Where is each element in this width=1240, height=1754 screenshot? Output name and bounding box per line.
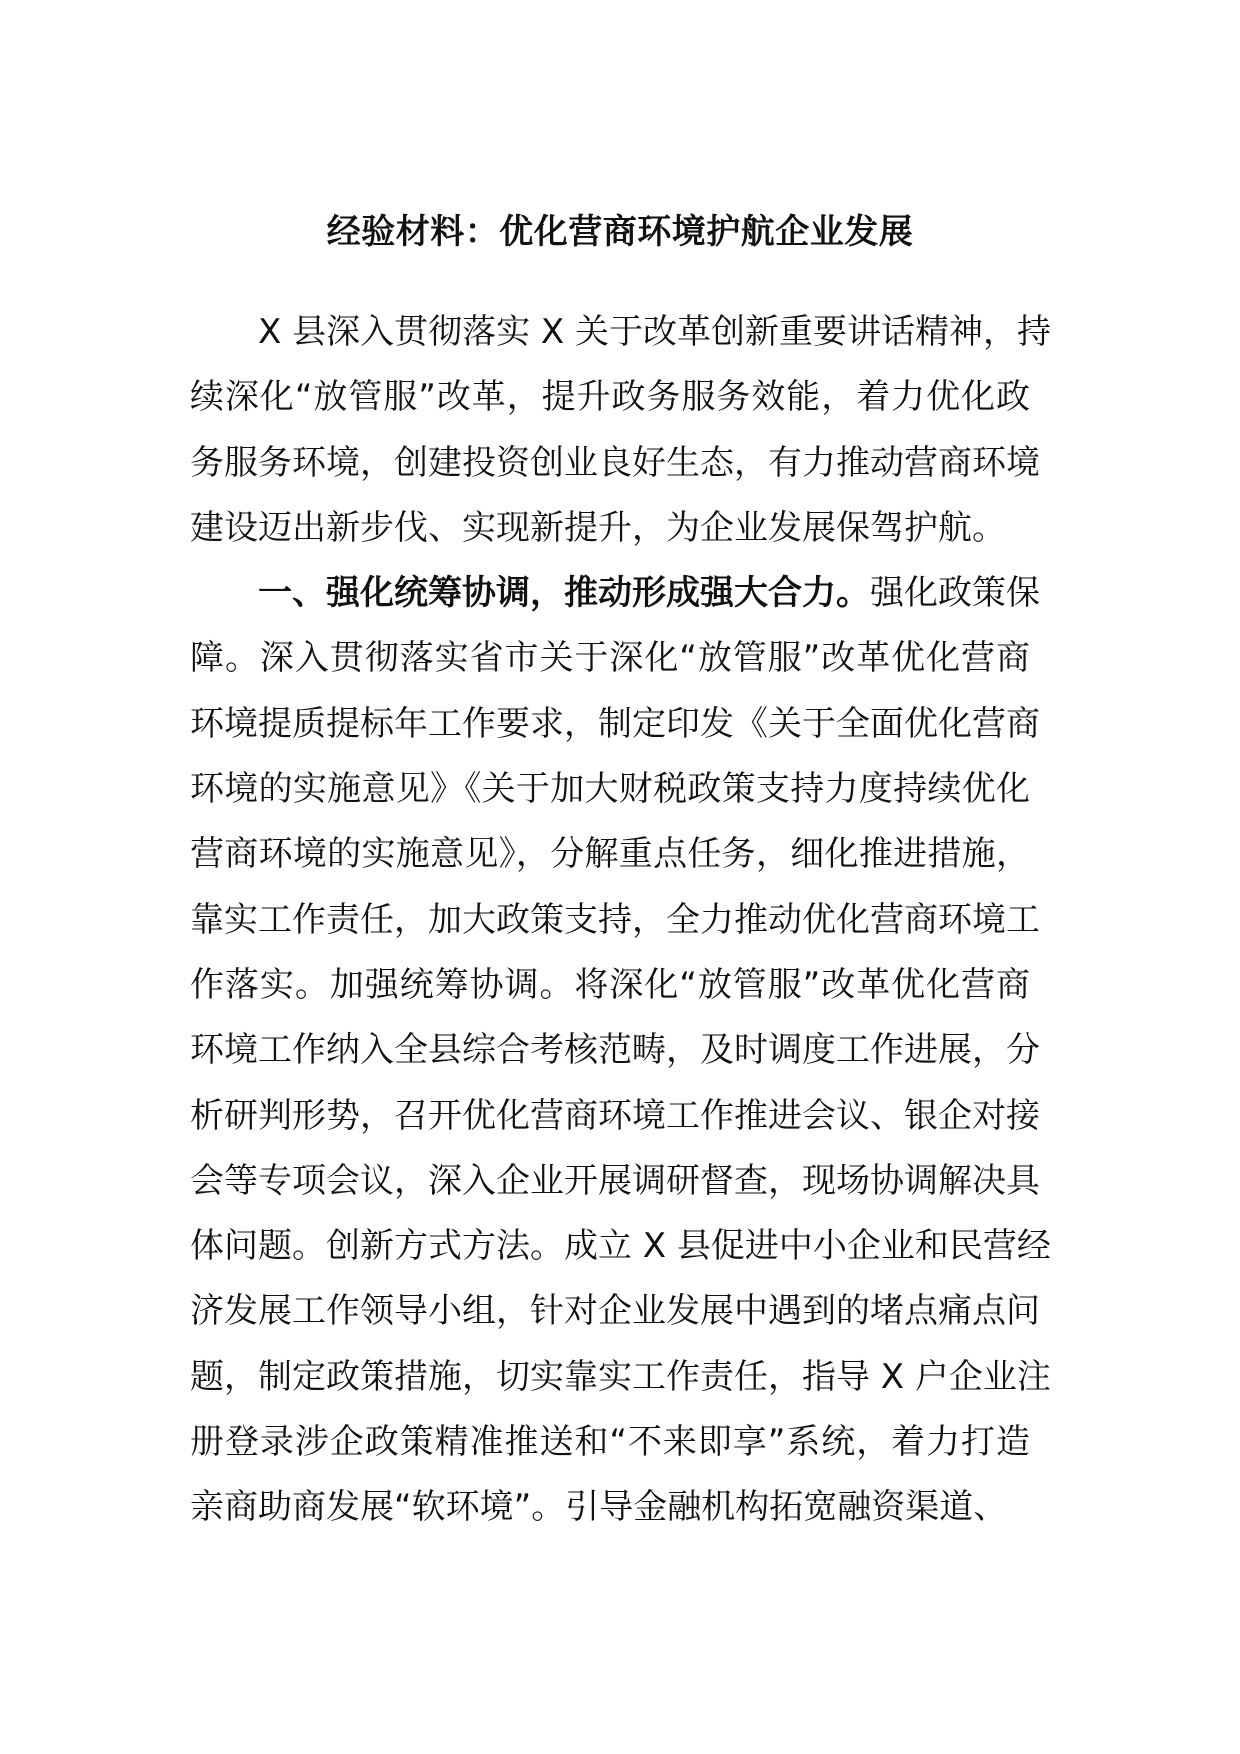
paragraph-line: 营商环境的实施意见》，分解重点任务，细化推进措施，: [190, 834, 1030, 875]
paragraph-text: 强化政策保: [870, 573, 1040, 614]
paragraph-line: 续深化“放管服”改革，提升政务服务效能，着力优化政: [190, 377, 1030, 418]
document-body: [190, 300, 1052, 1541]
paragraph-line: 济发展工作领导小组，针对企业发展中遇到的堵点痛点问: [190, 1291, 1040, 1332]
paragraph-line: 会等专项会议，深入企业开展调研督查，现场协调解决具: [190, 1160, 1040, 1201]
section-heading: 一、强化统筹协调，推动形成强大合力。: [258, 573, 870, 614]
paragraph-line: X 县深入贯彻落实 X 关于改革创新重要讲话精神，持: [258, 312, 1052, 352]
paragraph-line: 体问题。创新方式方法。成立 X 县促进中小企业和民营经: [190, 1226, 1051, 1267]
paragraph-line: 析研判形势，召开优化营商环境工作推进会议、银企对接: [190, 1095, 1040, 1136]
paragraph-line: 务服务环境，创建投资创业良好生态，有力推动营商环境: [190, 442, 1040, 483]
paragraph-line: 障。深入贯彻落实省市关于深化“放管服”改革优化营商: [190, 638, 1030, 679]
paragraph-line: 题，制定政策措施，切实靠实工作责任，指导 X 户企业注: [190, 1356, 1051, 1397]
paragraph-line: 作落实。加强统筹协调。将深化“放管服”改革优化营商: [190, 964, 1030, 1005]
paragraph-line: 环境工作纳入全县综合考核范畴，及时调度工作进展，分: [190, 1030, 1040, 1071]
paragraph-line: 环境的实施意见》《关于加大财税政策支持力度持续优化: [190, 769, 1030, 810]
document-title: 经验材料：优化营商环境护航企业发展: [326, 212, 914, 252]
paragraph-first-line: [190, 561, 1040, 626]
paragraph-intro: [190, 300, 1052, 561]
paragraph-line: 靠实工作责任，加大政策支持，全力推动优化营商环境工: [190, 899, 1040, 940]
paragraph-section-one: [190, 561, 1051, 1540]
paragraph-line: 册登录涉企政策精准推送和“不来即享”系统，着力打造: [190, 1422, 1030, 1463]
paragraph-line: 亲商助商发展“软环境”。引导金融机构拓宽融资渠道、: [190, 1487, 1008, 1528]
paragraph-line: 环境提质提标年工作要求，制定印发《关于全面优化营商: [190, 703, 1040, 744]
paragraph-line: 建设迈出新步伐、实现新提升，为企业发展保驾护航。: [190, 507, 1006, 548]
